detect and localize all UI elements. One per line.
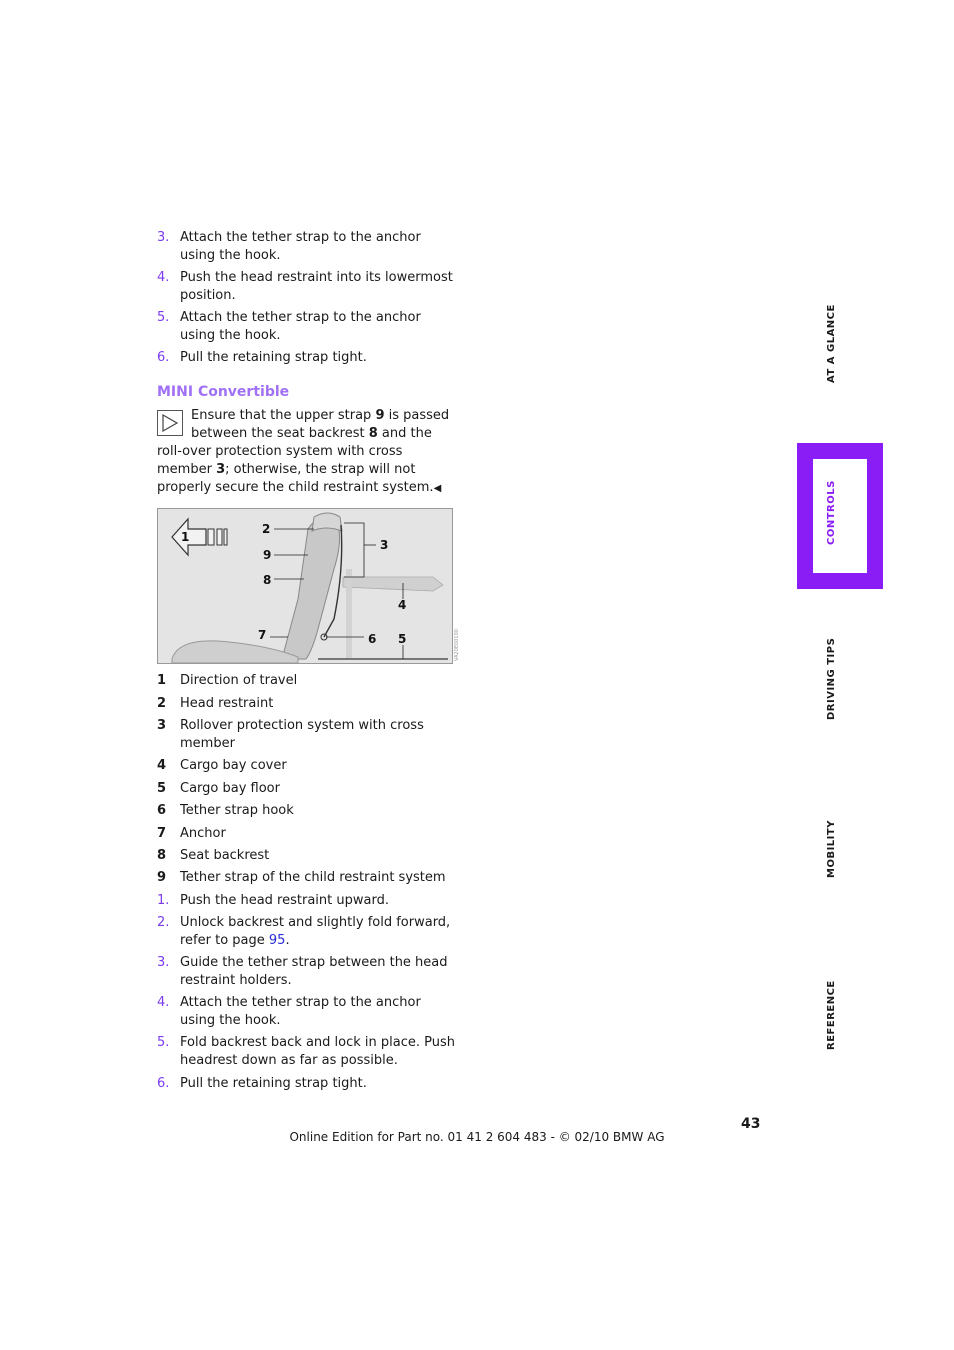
legend-number: 9	[157, 870, 167, 885]
step-text-end: .	[285, 933, 290, 948]
side-tab-driving-tips[interactable]: DRIVING TIPS	[826, 637, 837, 720]
page-reference-link[interactable]: 95	[268, 933, 286, 948]
step-number: 2.	[157, 915, 170, 930]
side-tab-active-inner	[813, 459, 867, 573]
legend-text: Cargo bay floor	[180, 781, 280, 796]
figure-label-1: 1	[181, 530, 190, 544]
legend-text: Tether strap hook	[180, 803, 294, 818]
step-text: Fold backrest back and lock in place. Push headrest down as far as possible.	[180, 1035, 455, 1068]
figure-label-9: 9	[263, 548, 272, 562]
legend-number: 6	[157, 803, 167, 818]
footer-text: Online Edition for Part no. 01 41 2 604 483 - © 02/10 BMW AG	[289, 1130, 665, 1144]
step-text: Attach the tether strap to the anchor using the hook.	[180, 310, 421, 343]
step-text: Pull the retaining strap tight.	[180, 1076, 367, 1091]
note-bold-3: 3	[216, 462, 226, 477]
figure-illustration	[158, 509, 460, 663]
step-text: Push the head restraint upward.	[180, 893, 389, 908]
figure-label-8: 8	[263, 573, 272, 587]
note-text-3: and the roll-over protection system with cross member	[157, 426, 432, 477]
list-item	[157, 914, 457, 950]
side-tab-mobility[interactable]: MOBILITY	[826, 820, 837, 878]
step-number: 6.	[157, 350, 170, 365]
figure-label-4: 4	[398, 598, 407, 612]
list-item	[157, 1075, 457, 1093]
step-text: Attach the tether strap to the anchor using the hook.	[180, 995, 421, 1028]
legend-item	[157, 802, 457, 820]
step-text: Attach the tether strap to the anchor using the hook.	[180, 230, 421, 263]
legend-number: 4	[157, 758, 167, 773]
legend-item	[157, 717, 457, 753]
legend-item	[157, 780, 457, 798]
side-tab-controls[interactable]: CONTROLS	[826, 480, 837, 545]
legend-item	[157, 825, 457, 843]
note-text-2: is passed between the seat backrest	[191, 408, 450, 441]
legend-number: 3	[157, 718, 167, 733]
list-item	[157, 349, 457, 367]
figure-label-2: 2	[262, 522, 271, 536]
tether-strap-figure	[157, 508, 460, 664]
page-number: 43	[741, 1116, 761, 1132]
step-number: 3.	[157, 955, 170, 970]
list-item	[157, 229, 457, 265]
legend-text: Anchor	[180, 826, 226, 841]
figure-code: VA20E00100	[454, 629, 460, 661]
step-number: 1.	[157, 893, 170, 908]
note-paragraph	[157, 407, 457, 498]
list-item	[157, 954, 457, 990]
step-text: Push the head restraint into its lowermost position.	[180, 270, 453, 303]
step-text: Unlock backrest and slightly fold forward, refer to page	[180, 915, 451, 948]
legend-text: Seat backrest	[180, 848, 270, 863]
end-mark-icon: ◀	[433, 483, 442, 494]
note-bold-1: 9	[375, 408, 385, 423]
step-number: 3.	[157, 230, 170, 245]
note-play-icon	[157, 410, 183, 436]
legend-number: 8	[157, 848, 167, 863]
step-text-with-link	[180, 914, 457, 950]
legend-text: Rollover protection system with cross member	[180, 718, 424, 751]
list-item	[157, 309, 457, 345]
figure-label-3: 3	[380, 538, 389, 552]
list-item	[157, 994, 457, 1030]
step-number: 4.	[157, 995, 170, 1010]
legend-text: Cargo bay cover	[180, 758, 287, 773]
legend-number: 5	[157, 781, 167, 796]
step-number: 4.	[157, 270, 170, 285]
note-bold-2: 8	[368, 426, 378, 441]
legend-text: Tether strap of the child restraint system	[180, 870, 446, 885]
step-number: 5.	[157, 310, 170, 325]
legend-number: 7	[157, 826, 167, 841]
legend-number: 1	[157, 673, 167, 688]
figure-label-6: 6	[368, 632, 377, 646]
legend-item	[157, 757, 457, 775]
step-text: Guide the tether strap between the head restraint holders.	[180, 955, 448, 988]
legend-item	[157, 695, 457, 713]
step-text: Pull the retaining strap tight.	[180, 350, 367, 365]
step-number: 5.	[157, 1035, 170, 1050]
list-item	[157, 269, 457, 305]
note-text-4: ; otherwise, the strap will not properly secure the child restraint system.	[157, 462, 434, 495]
legend-text: Direction of travel	[180, 673, 298, 688]
list-item	[157, 1034, 457, 1070]
legend-text: Head restraint	[180, 696, 274, 711]
side-tab-reference[interactable]: REFERENCE	[826, 980, 837, 1050]
step-number: 6.	[157, 1076, 170, 1091]
legend-item	[157, 869, 457, 887]
section-heading: MINI Convertible	[157, 384, 290, 400]
note-text-1: Ensure that the upper strap	[191, 408, 376, 423]
list-item	[157, 892, 457, 910]
side-tab-at-a-glance[interactable]: AT A GLANCE	[826, 304, 837, 383]
legend-number: 2	[157, 696, 167, 711]
figure-label-7: 7	[258, 628, 267, 642]
legend-item	[157, 847, 457, 865]
legend-item	[157, 672, 457, 690]
figure-label-5: 5	[398, 632, 407, 646]
